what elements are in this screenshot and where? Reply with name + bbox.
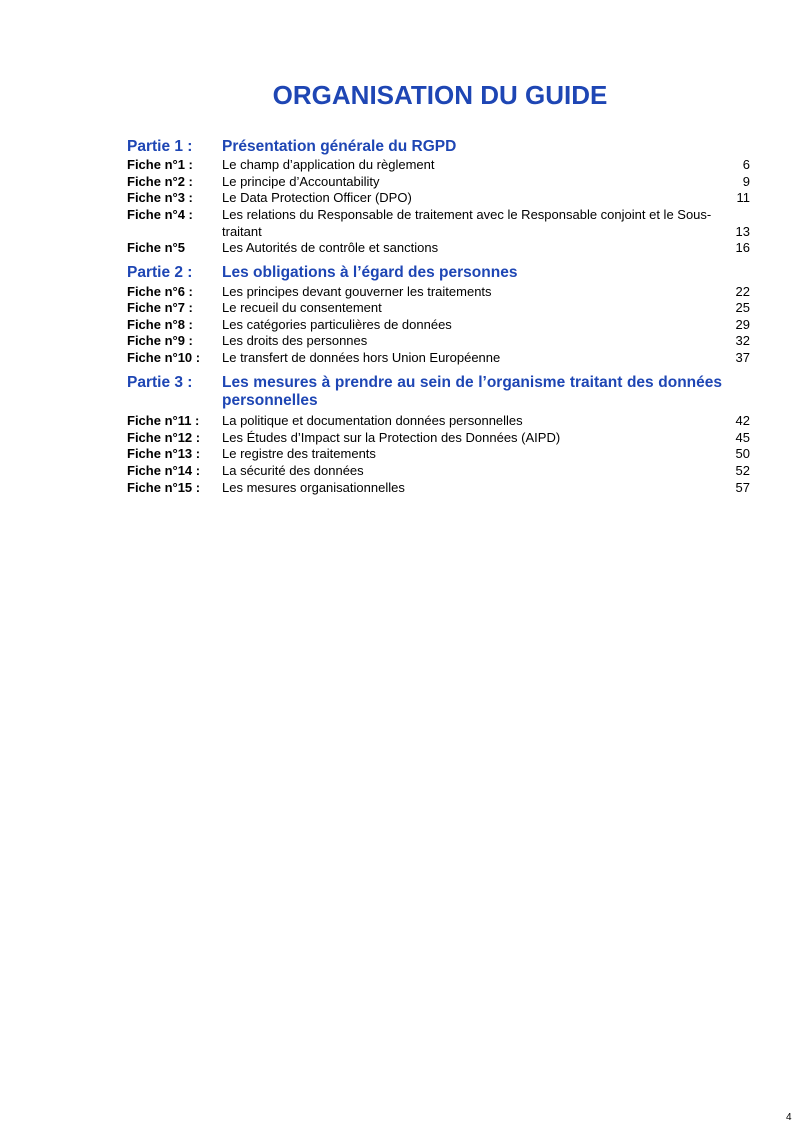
fiche-label: Fiche n°13 : (127, 446, 201, 461)
fiche-title: Les relations du Responsable de traitement avec le Responsable conjoint et le Sous-traitant (222, 207, 712, 239)
page-title: ORGANISATION DU GUIDE (272, 80, 608, 110)
fiche-title: Le champ d’application du règlement (222, 157, 435, 172)
fiche-label: Fiche n°10 : (127, 350, 201, 365)
fiche-label: Fiche n°5 (127, 240, 185, 255)
fiche-page: 13 (735, 223, 750, 239)
fiche-label: Fiche n°8 : (127, 317, 193, 332)
fiche-label: Fiche n°15 : (127, 480, 201, 495)
fiche-label: Fiche n°12 : (127, 430, 201, 445)
fiche-page: 42 (735, 413, 750, 428)
fiche-page: 16 (735, 240, 750, 255)
fiche-page: 37 (735, 350, 750, 365)
fiche-title: Les Études d’Impact sur la Protection des Données (AIPD) (222, 430, 561, 445)
fiche-label: Fiche n°14 : (127, 463, 201, 478)
fiche-label: Fiche n°2 : (127, 174, 193, 189)
fiche-page: 45 (735, 430, 750, 445)
fiche-title: Le recueil du consentement (222, 300, 382, 315)
part-title: Les obligations à l’égard des personnes (222, 264, 518, 281)
fiche-page: 50 (735, 446, 750, 461)
fiche-page: 32 (735, 333, 750, 348)
fiche-page: 25 (735, 300, 750, 315)
fiche-title: Les principes devant gouverner les traitements (222, 284, 492, 299)
fiche-label: Fiche n°9 : (127, 333, 193, 348)
fiche-title: La sécurité des données (222, 463, 364, 478)
fiche-title: Les Autorités de contrôle et sanctions (222, 240, 439, 255)
fiche-page: 9 (742, 174, 750, 189)
part-label: Partie 3 : (127, 374, 193, 391)
fiche-title: Le Data Protection Officer (DPO) (222, 190, 412, 205)
fiche-title: Les catégories particulières de données (222, 317, 452, 332)
page-number: 4 (786, 1112, 792, 1123)
fiche-page: 22 (735, 284, 750, 299)
fiche-label: Fiche n°4 : (127, 207, 193, 222)
part-label: Partie 2 : (127, 264, 193, 281)
part-label: Partie 1 : (127, 138, 193, 155)
fiche-label: Fiche n°6 : (127, 284, 193, 299)
fiche-page: 52 (735, 463, 750, 478)
fiche-label: Fiche n°7 : (127, 300, 193, 315)
part-title: Les mesures à prendre au sein de l’organisme traitant des données personnelles (222, 374, 722, 409)
fiche-title: Les droits des personnes (222, 333, 368, 348)
fiche-page: 11 (736, 190, 750, 205)
fiche-label: Fiche n°1 : (127, 157, 193, 172)
fiche-label: Fiche n°3 : (127, 190, 193, 205)
part-title: Présentation générale du RGPD (222, 138, 457, 155)
fiche-page: 6 (742, 157, 750, 172)
fiche-page: 29 (735, 317, 750, 332)
fiche-page: 57 (735, 480, 750, 495)
fiche-title: La politique et documentation données personnelles (222, 413, 523, 428)
fiche-title: Le principe d’Accountability (222, 174, 380, 189)
fiche-label: Fiche n°11 : (127, 413, 200, 428)
fiche-title: Le registre des traitements (222, 446, 376, 461)
fiche-title: Les mesures organisationnelles (222, 480, 405, 495)
fiche-title: Le transfert de données hors Union Européenne (222, 350, 501, 365)
